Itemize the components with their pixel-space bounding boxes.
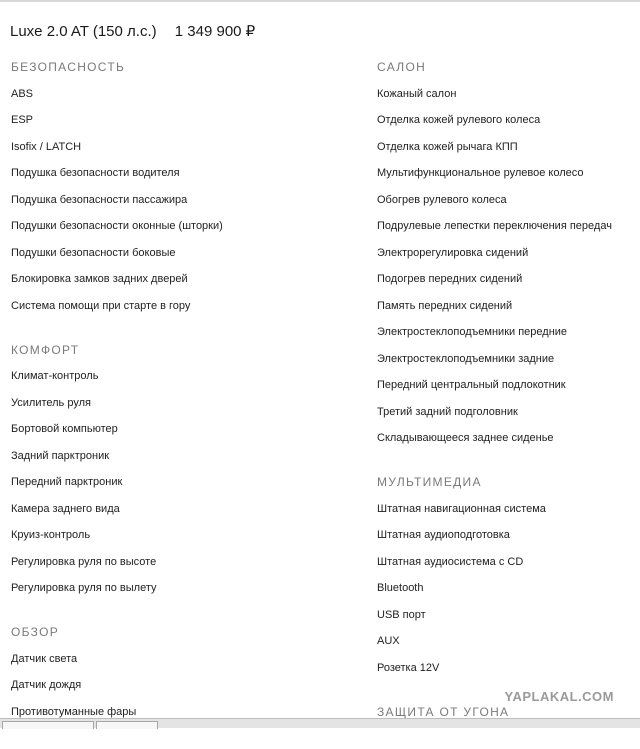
spec-section	[377, 705, 632, 719]
spec-item: Противотуманные фары	[11, 705, 137, 718]
trim-name: Luxe 2.0 AT (150 л.с.)	[10, 23, 157, 40]
spec-item: Бортовой компьютер	[11, 423, 118, 435]
spec-list	[11, 88, 341, 313]
spec-item: Электростеклоподъемники задние	[377, 352, 555, 365]
spec-item: Задний парктроник	[11, 449, 110, 462]
spec-item: ESP	[11, 114, 34, 126]
trim-header	[10, 22, 255, 40]
spec-item: Датчик дождя	[11, 679, 82, 691]
spec-item: Блокировка замков задних дверей	[11, 273, 188, 285]
spec-list	[11, 370, 341, 595]
bottom-tab-2[interactable]	[96, 721, 158, 729]
section-title: МУЛЬТИМЕДИА	[377, 475, 482, 489]
spec-item: Подушки безопасности боковые	[11, 246, 176, 259]
spec-item: Электростеклоподъемники передние	[377, 326, 568, 338]
spec-item: Передний центральный подлокотник	[377, 379, 566, 391]
spec-item: Камера заднего вида	[11, 502, 120, 515]
section-title: ЗАЩИТА ОТ УГОНА	[377, 704, 510, 719]
spec-item: Система помощи при старте в гору	[11, 299, 191, 312]
spec-item: Отделка кожей рычага КПП	[377, 140, 518, 153]
spec-item: Штатная аудиоподготовка	[377, 529, 510, 541]
section-title: САЛОН	[377, 60, 427, 74]
section-title: БЕЗОПАСНОСТЬ	[11, 60, 126, 74]
left-column	[11, 60, 341, 749]
spec-section	[377, 60, 632, 445]
spec-item: Мультифункциональное рулевое колесо	[377, 167, 584, 179]
spec-item: Складывающееся заднее сиденье	[377, 432, 554, 444]
spec-list	[377, 503, 632, 675]
spec-section	[11, 60, 341, 313]
spec-section	[11, 343, 341, 596]
spec-section	[11, 625, 341, 719]
spec-item: Обогрев рулевого колеса	[377, 193, 507, 206]
spec-item: Подрулевые лепестки переключения передач	[377, 220, 612, 232]
spec-list	[11, 653, 341, 719]
bottom-tab-1[interactable]	[2, 721, 94, 729]
spec-section	[377, 475, 632, 675]
spec-item: Круиз-контроль	[11, 529, 91, 541]
spec-item: Регулировка руля по вылету	[11, 582, 157, 594]
right-column	[377, 60, 632, 749]
spec-item: Память передних сидений	[377, 299, 513, 312]
spec-item: Датчик света	[11, 652, 78, 665]
spec-item: Третий задний подголовник	[377, 405, 518, 418]
spec-item: Усилитель руля	[11, 396, 91, 409]
spec-item: Isofix / LATCH	[11, 140, 82, 153]
spec-item: Регулировка руля по высоте	[11, 555, 157, 568]
spec-item: Штатная аудиосистема с CD	[377, 555, 524, 568]
spec-item: Подушки безопасности оконные (шторки)	[11, 220, 223, 232]
spec-item: USB порт	[377, 608, 426, 621]
spec-item: ABS	[11, 87, 34, 100]
watermark: YAPLAKAL.COM	[504, 689, 614, 704]
spec-item: Розетка 12V	[377, 661, 440, 674]
spec-item: AUX	[377, 635, 400, 647]
spec-item: Подушка безопасности пассажира	[11, 193, 188, 206]
spec-item: Климат-контроль	[11, 370, 99, 382]
window-top-border	[0, 0, 640, 2]
spec-item: Подушка безопасности водителя	[11, 167, 180, 179]
section-title: ОБЗОР	[11, 625, 60, 639]
spec-item: Штатная навигационная система	[377, 502, 546, 515]
trim-price: 1 349 900 ₽	[174, 23, 256, 40]
spec-item: Кожаный салон	[377, 87, 457, 100]
section-title: КОМФОРТ	[11, 342, 80, 357]
spec-item: Передний парктроник	[11, 476, 123, 488]
spec-list	[377, 88, 632, 446]
spec-item: Подогрев передних сидений	[377, 273, 523, 285]
spec-item: Отделка кожей рулевого колеса	[377, 114, 541, 126]
spec-item: Bluetooth	[377, 582, 424, 594]
spec-item: Электрорегулировка сидений	[377, 246, 529, 259]
